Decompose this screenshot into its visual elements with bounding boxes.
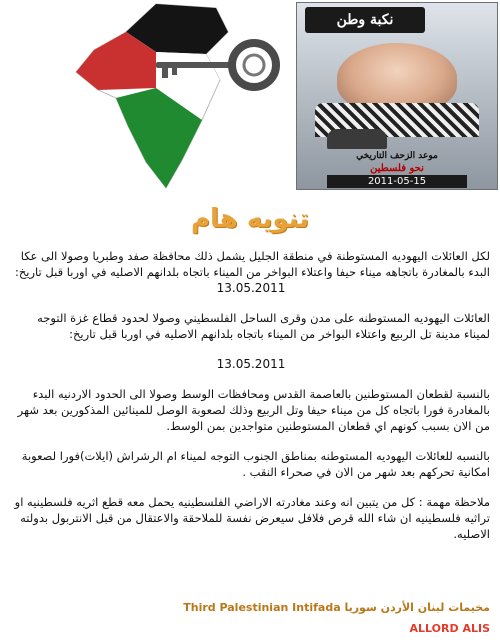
map-flag-icon — [76, 4, 228, 188]
poster-banner: نكبة وطن — [305, 7, 425, 33]
notice-body — [12, 248, 490, 542]
figure-silhouette-image — [327, 129, 387, 149]
footer-author: ALLORD ALIS — [409, 622, 490, 635]
deadline-date: 13.05.2011 — [216, 281, 286, 295]
deadline-date: 13.05.2011 — [216, 357, 286, 371]
poster-date: 2011-05-15 — [327, 175, 467, 188]
poster-date-label: موعد الزحف التاريخي — [356, 151, 438, 161]
footer-camps: Third Palestinian Intifada مخيمات لبنان الأردن سوريا — [183, 601, 490, 614]
paragraph-south: بالنسبه للعائلات اليهوديه المستوطنه بمناطق الجنوب التوجه لميناء ام الرشراش (ايلات)فورا لصعوبة امكانية تحركهم بعد شهر من الان في صحراء النقب . — [21, 449, 490, 479]
paragraph-coast: العائلات اليهوديه المستوطنه على مدن وقرى الساحل الفلسطيني وصولا لحدود قطاع غزة التوجه لميناء مدينة تل الربيع واعتلاء البواخر من الميناء باتجاه بلدانهم الاصليه في اوربا قبل تاريخ: — [37, 311, 490, 341]
paragraph-note: ملاحظة مهمة : كل من يتبين انه وعند مغادرته الاراضي الفلسطينيه يحمل معه قطع اثريه فلسطينيه او تراثيه فلسطينيه ان شاء الله قرص فلافل سيعرض نفسة للملاحقة والاعتقال من قبل الانتربول بدولته الاصليه. — [14, 495, 490, 541]
paragraph-jerusalem: بالنسبة لقطعان المستوطنين بالعاصمة القدس ومحافظات الوسط وصولا الى الحدود الاردنيه البدء بالمغادرة فورا باتجاه كل من ميناء حيفا وتل الربيع وذلك لصعوبة الوصل للمينائين المذكورين بعد شهر من الان بسبب كونهم اي قطعان المستوطنين متواجدين بمن الوسط. — [17, 387, 490, 433]
page-title: تنويه هام — [190, 204, 310, 234]
palestine-map-key-image — [6, 2, 291, 190]
nakba-poster-image — [296, 2, 498, 190]
paragraph-galilee: لكل العائلات اليهوديه المستوطنة في منطقة الجليل يشمل ذلك محافظة صفد وطبريا وصولا الى عكا البدء بالمغادرة باتجاهه ميناء حيفا واعتلاء البواخر من الميناء باتجاه بلدانهم الاصليه في اوربا قبل تاريخ: — [15, 249, 490, 279]
poster-slogan: نحو فلسطين — [370, 163, 424, 174]
header-images — [0, 0, 500, 192]
